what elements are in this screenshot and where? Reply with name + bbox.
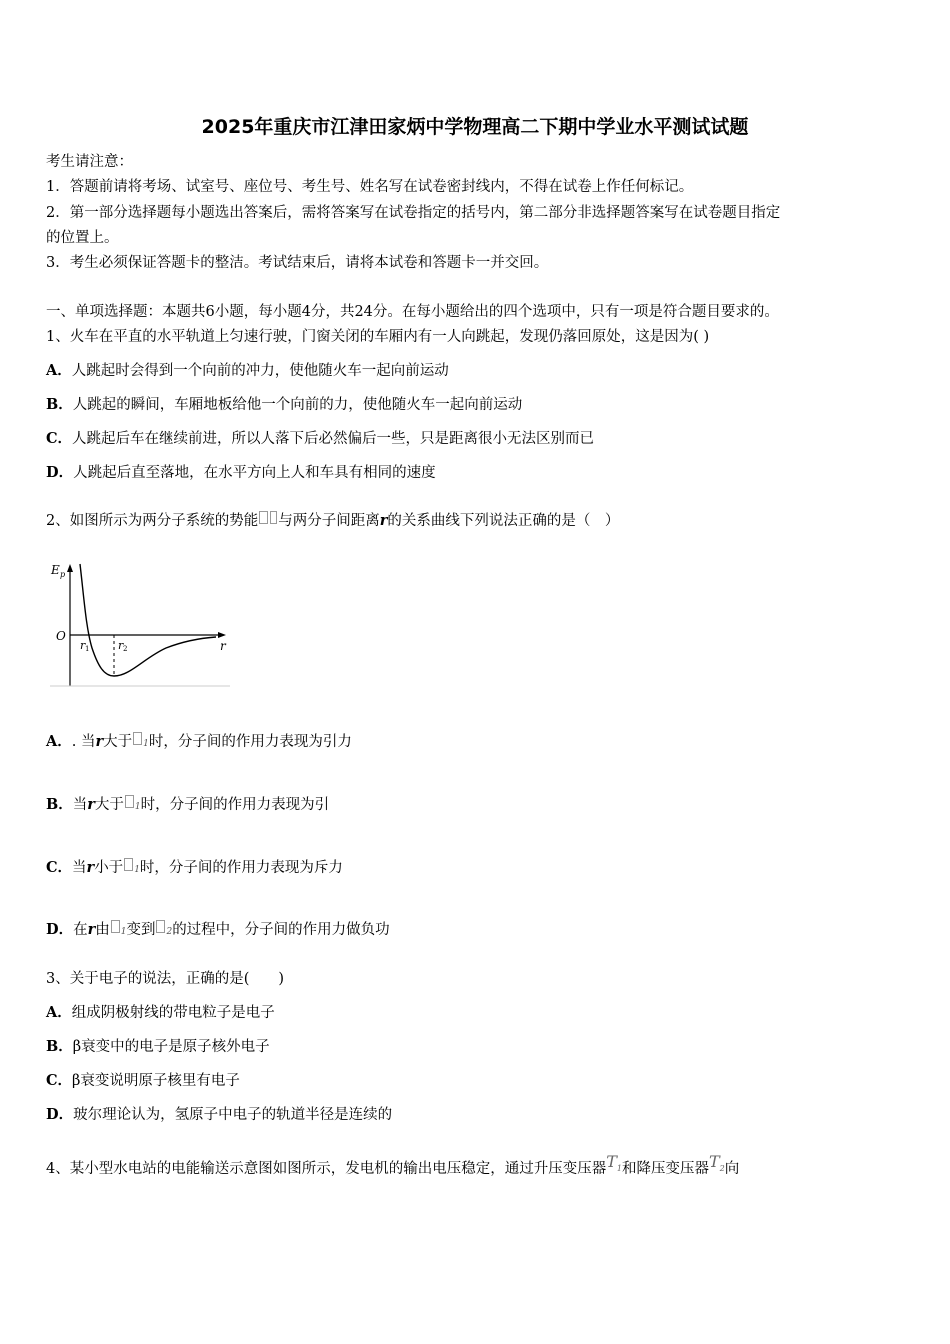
q1-option-b — [46, 395, 522, 415]
q1-option-c — [46, 429, 594, 449]
transformer-t2: $T_2$ — [709, 1152, 725, 1174]
missing-glyph-icon — [156, 920, 165, 933]
q3-option-a: A．组成阴极射线的带电粒子是电子 — [46, 1004, 275, 1021]
question-3-stem: 3、关于电子的说法，正确的是( ) — [46, 971, 285, 987]
y-axis-arrow — [67, 564, 73, 572]
option-text: 人跳起后车在继续前进，所以人落下后必然偏后一些，只是距离很小无法区别而已 — [72, 431, 595, 447]
option-text: 人跳起时会得到一个向前的冲力，使他随火车一起向前运动 — [71, 363, 449, 379]
option-text: 人跳起后直至落地，在水平方向上人和车具有相同的速度 — [73, 465, 436, 481]
missing-glyph-icon — [270, 511, 277, 524]
option-key: D． — [46, 464, 74, 481]
origin-label: O — [56, 629, 66, 643]
q3-option-c: C．β衰变说明原子核里有电子 — [46, 1072, 240, 1089]
option-key: B． — [46, 396, 73, 413]
r2-subscript: 2 — [123, 645, 128, 653]
q2-option-b: B．当r大于 1时，分子间的作用力表现为引 — [46, 796, 330, 813]
q1-option-a — [46, 361, 449, 381]
r1-subscript: 1 — [85, 645, 90, 653]
y-axis-subscript: p — [60, 570, 66, 579]
potential-energy-graph — [44, 558, 236, 692]
section-heading: 一、单项选择题：本题共6小题，每小题4分，共24分。在每小题给出的四个选项中，只有一项是符合题目要求的。 — [46, 304, 779, 320]
y-axis-label: E — [51, 563, 60, 577]
q2-option-d: D．在r由 1变到 2的过程中，分子间的作用力做负功 — [46, 921, 390, 938]
page-title: 2025年重庆市江津田家炳中学物理高二下期中学业水平测试试题 — [201, 116, 749, 138]
notice-heading: 考生请注意： — [46, 154, 133, 170]
q2-option-c: C．当r小于 1时，分子间的作用力表现为斥力 — [46, 859, 343, 876]
notice-item: 1．答题前请将考场、试室号、座位号、考生号、姓名写在试卷密封线内，不得在试卷上作任何标记。 — [46, 179, 694, 195]
x-axis-label: r — [220, 639, 226, 653]
q2-option-a: A．. 当r大于 1时，分子间的作用力表现为引力 — [46, 733, 352, 750]
x-axis-arrow — [218, 632, 226, 638]
missing-glyph-icon — [111, 920, 120, 933]
missing-glyph-icon — [259, 511, 268, 524]
question-2-stem: 2、如图所示为两分子系统的势能 与两分子间距离r的关系曲线下列说法正确的是（ ） — [46, 512, 620, 529]
missing-glyph-icon — [125, 795, 134, 808]
option-key: A． — [46, 362, 72, 379]
q3-option-d: D．玻尔理论认为，氢原子中电子的轨道半径是连续的 — [46, 1106, 393, 1123]
q1-option-d — [46, 463, 436, 483]
option-key: C． — [46, 430, 73, 447]
transformer-t1: $T_1$ — [606, 1152, 622, 1174]
q3-option-b: B．β衰变中的电子是原子核外电子 — [46, 1038, 270, 1055]
notice-item: 3．考生必须保证答题卡的整洁。考试结束后，请将本试卷和答题卡一并交回。 — [46, 255, 549, 271]
option-text: 人跳起的瞬间，车厢地板给他一个向前的力，使他随火车一起向前运动 — [72, 397, 523, 413]
question-4-stem: 4、某小型水电站的电能输送示意图如图所示，发电机的输出电压稳定，通过升压变压器$T_1$和降压变压器$T_2$向 — [46, 1152, 740, 1177]
notice-item: 的位置上。 — [46, 230, 119, 246]
question-1-stem: 1、火车在平直的水平轨道上匀速行驶，门窗关闭的车厢内有一人向跳起，发现仍落回原处，这是因为( ) — [46, 329, 710, 345]
missing-glyph-icon — [133, 732, 142, 745]
r1-label: r — [80, 639, 86, 652]
notice-item: 2．第一部分选择题每小题选出答案后，需将答案写在试卷指定的括号内，第二部分非选择题答案写在试卷题目指定 — [46, 205, 781, 221]
r2-label: r — [118, 639, 124, 652]
missing-glyph-icon — [124, 858, 133, 871]
potential-curve — [80, 564, 216, 676]
